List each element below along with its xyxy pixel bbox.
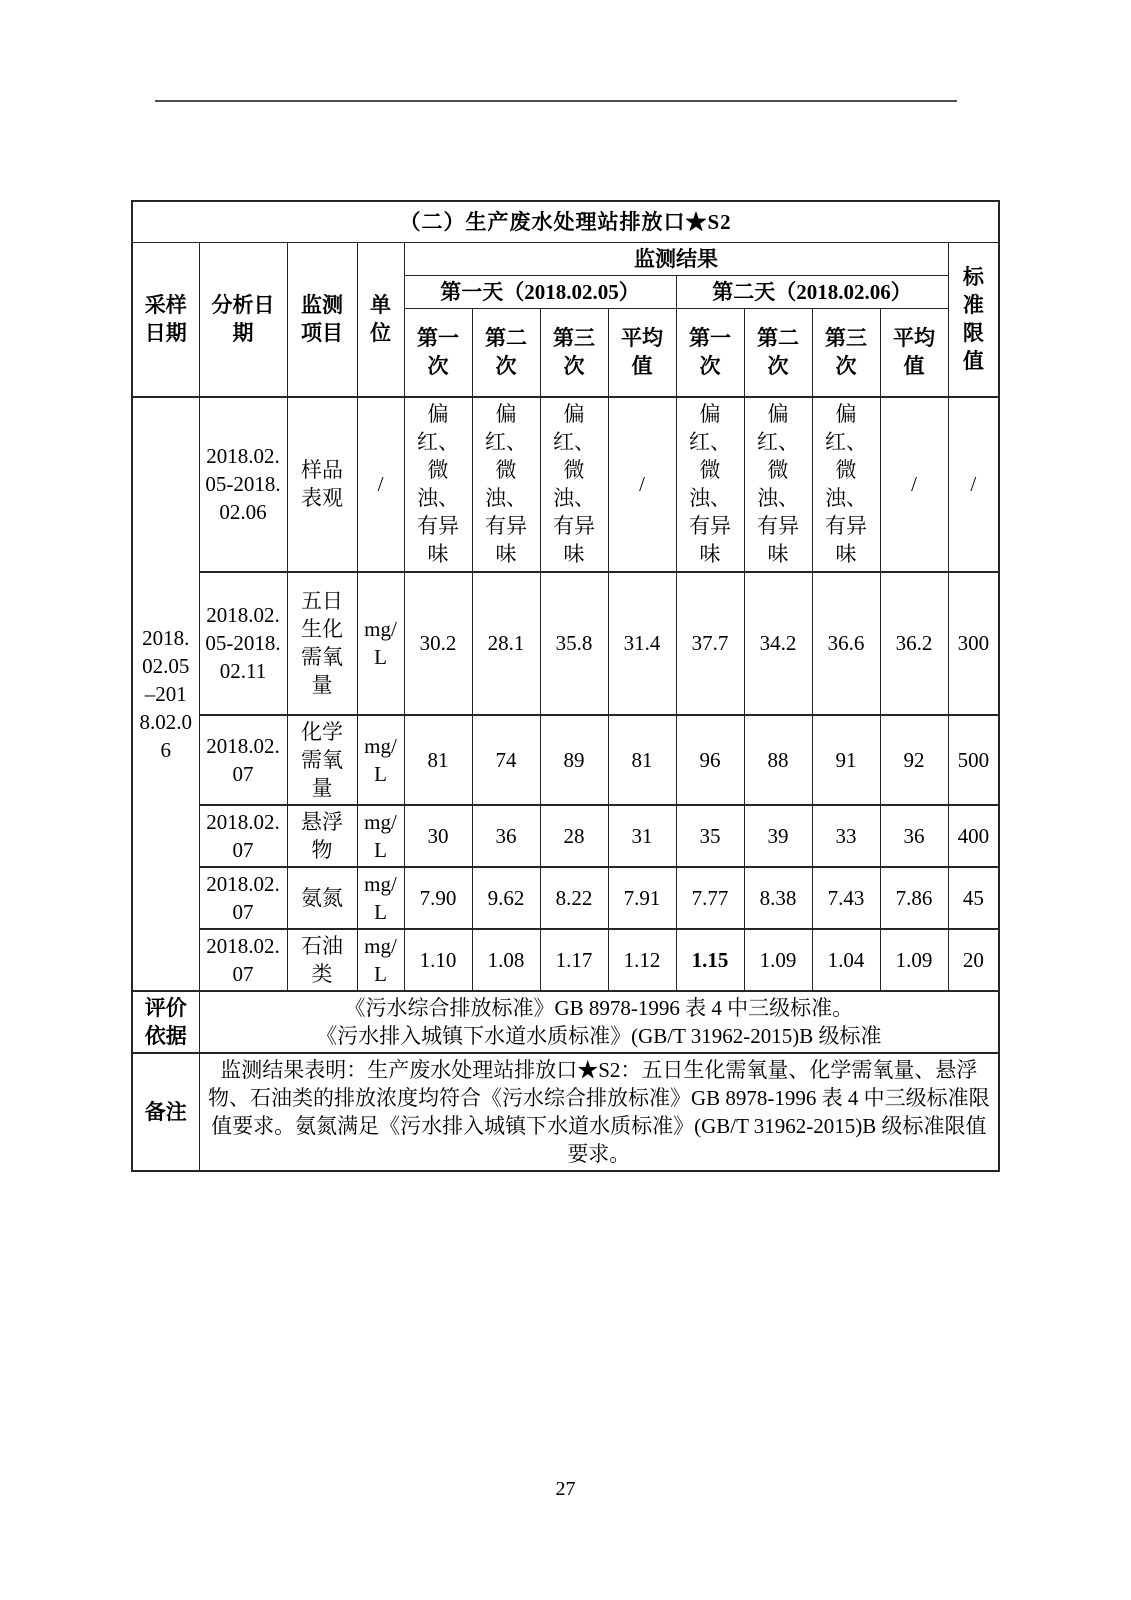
result-value: 偏红、微浊、有异味 (540, 397, 608, 572)
result-value: 8.38 (744, 867, 812, 929)
col-header-run-7: 第三次 (812, 309, 880, 397)
result-value: / (608, 397, 676, 572)
col-header-analysis-date: 分析日期 (199, 243, 287, 397)
result-value: / (880, 397, 948, 572)
result-value: 7.90 (404, 867, 472, 929)
col-header-limit: 标准限值 (948, 243, 999, 397)
result-value: 39 (744, 805, 812, 867)
unit-value: / (357, 397, 404, 572)
result-value: 1.04 (812, 929, 880, 991)
col-header-monitor-item: 监测项目 (287, 243, 357, 397)
table-title: （二）生产废水处理站排放口★S2 (132, 201, 999, 243)
result-value: 7.77 (676, 867, 744, 929)
basis-line: 《污水综合排放标准》GB 8978-1996 表 4 中三级标准。 (344, 995, 854, 1020)
col-header-results: 监测结果 (404, 243, 948, 276)
col-header-day2: 第二天（2018.02.06） (676, 276, 948, 309)
result-value: 1.12 (608, 929, 676, 991)
monitor-item-value: 五日生化需氧量 (287, 572, 357, 715)
result-value: 81 (404, 715, 472, 805)
analysis-date-value: 2018.02.05-2018.02.11 (199, 572, 287, 715)
result-value: 37.7 (676, 572, 744, 715)
col-header-day1: 第一天（2018.02.05） (404, 276, 676, 309)
unit-value: mg/L (357, 929, 404, 991)
unit-value: mg/L (357, 805, 404, 867)
result-value: 7.86 (880, 867, 948, 929)
analysis-date-value: 2018.02.07 (199, 805, 287, 867)
result-value: 30 (404, 805, 472, 867)
limit-value: 20 (948, 929, 999, 991)
table-row (132, 929, 999, 991)
analysis-date-value: 2018.02.07 (199, 867, 287, 929)
table-row (132, 397, 999, 572)
monitor-item-value: 悬浮物 (287, 805, 357, 867)
result-value: 7.43 (812, 867, 880, 929)
limit-value: 500 (948, 715, 999, 805)
page-header-rule (155, 100, 957, 102)
result-value: 1.09 (880, 929, 948, 991)
result-value: 74 (472, 715, 540, 805)
unit-value: mg/L (357, 867, 404, 929)
result-value: 96 (676, 715, 744, 805)
col-header-sampling-date: 采样日期 (132, 243, 199, 397)
col-header-run-3: 第三次 (540, 309, 608, 397)
monitor-item-value: 样品表观 (287, 397, 357, 572)
limit-value: 400 (948, 805, 999, 867)
result-value: 91 (812, 715, 880, 805)
result-value: 88 (744, 715, 812, 805)
result-value: 偏红、微浊、有异味 (812, 397, 880, 572)
limit-value: 45 (948, 867, 999, 929)
table-row (132, 867, 999, 929)
result-value: 28 (540, 805, 608, 867)
col-header-run-5: 第一次 (676, 309, 744, 397)
monitoring-results-table (131, 200, 1000, 1172)
result-value: 89 (540, 715, 608, 805)
basis-label: 评价依据 (132, 991, 199, 1053)
result-value: 35 (676, 805, 744, 867)
table-row (132, 572, 999, 715)
analysis-date-value: 2018.02.05-2018.02.06 (199, 397, 287, 572)
analysis-date-value: 2018.02.07 (199, 929, 287, 991)
result-value: 偏红、微浊、有异味 (744, 397, 812, 572)
result-value: 1.17 (540, 929, 608, 991)
table-row (132, 805, 999, 867)
result-value: 偏红、微浊、有异味 (676, 397, 744, 572)
analysis-date-value: 2018.02.07 (199, 715, 287, 805)
remark-label: 备注 (132, 1053, 199, 1171)
col-header-run-2: 第二次 (472, 309, 540, 397)
monitor-item-value: 石油类 (287, 929, 357, 991)
remark-content: 监测结果表明：生产废水处理站排放口★S2：五日生化需氧量、化学需氧量、悬浮物、石油类的排放浓度均符合《污水综合排放标准》GB 8978-1996 表 4 中三级标准限值要求。氨氮满足《污水排入城镇下水道水质标准》(GB/T 31962-2015)B 级标准限值要求。 (199, 1053, 999, 1171)
basis-content (199, 991, 999, 1053)
page-number: 27 (555, 1478, 576, 1500)
result-value: 8.22 (540, 867, 608, 929)
col-header-run-4: 平均值 (608, 309, 676, 397)
col-header-run-6: 第二次 (744, 309, 812, 397)
result-value: 33 (812, 805, 880, 867)
result-value: 28.1 (472, 572, 540, 715)
result-value: 92 (880, 715, 948, 805)
limit-value: / (948, 397, 999, 572)
result-value: 34.2 (744, 572, 812, 715)
col-header-unit: 单位 (357, 243, 404, 397)
result-value: 31.4 (608, 572, 676, 715)
result-value: 偏红、微浊、有异味 (472, 397, 540, 572)
result-value: 30.2 (404, 572, 472, 715)
result-value: 1.08 (472, 929, 540, 991)
result-value: 1.15 (676, 929, 744, 991)
result-value: 7.91 (608, 867, 676, 929)
unit-value: mg/L (357, 715, 404, 805)
table-row (132, 715, 999, 805)
result-value: 35.8 (540, 572, 608, 715)
limit-value: 300 (948, 572, 999, 715)
unit-value: mg/L (357, 572, 404, 715)
result-value: 81 (608, 715, 676, 805)
result-value: 9.62 (472, 867, 540, 929)
sampling-date-value: 2018.02.05–2018.02.06 (132, 397, 199, 991)
result-value: 36 (880, 805, 948, 867)
result-value: 1.09 (744, 929, 812, 991)
result-value: 36 (472, 805, 540, 867)
col-header-run-8: 平均值 (880, 309, 948, 397)
monitor-item-value: 化学需氧量 (287, 715, 357, 805)
result-value: 1.10 (404, 929, 472, 991)
result-value: 偏红、微浊、有异味 (404, 397, 472, 572)
result-value: 31 (608, 805, 676, 867)
result-value: 36.6 (812, 572, 880, 715)
col-header-run-1: 第一次 (404, 309, 472, 397)
result-value: 36.2 (880, 572, 948, 715)
basis-line: 《污水排入城镇下水道水质标准》(GB/T 31962-2015)B 级标准 (316, 1023, 882, 1048)
monitor-item-value: 氨氮 (287, 867, 357, 929)
